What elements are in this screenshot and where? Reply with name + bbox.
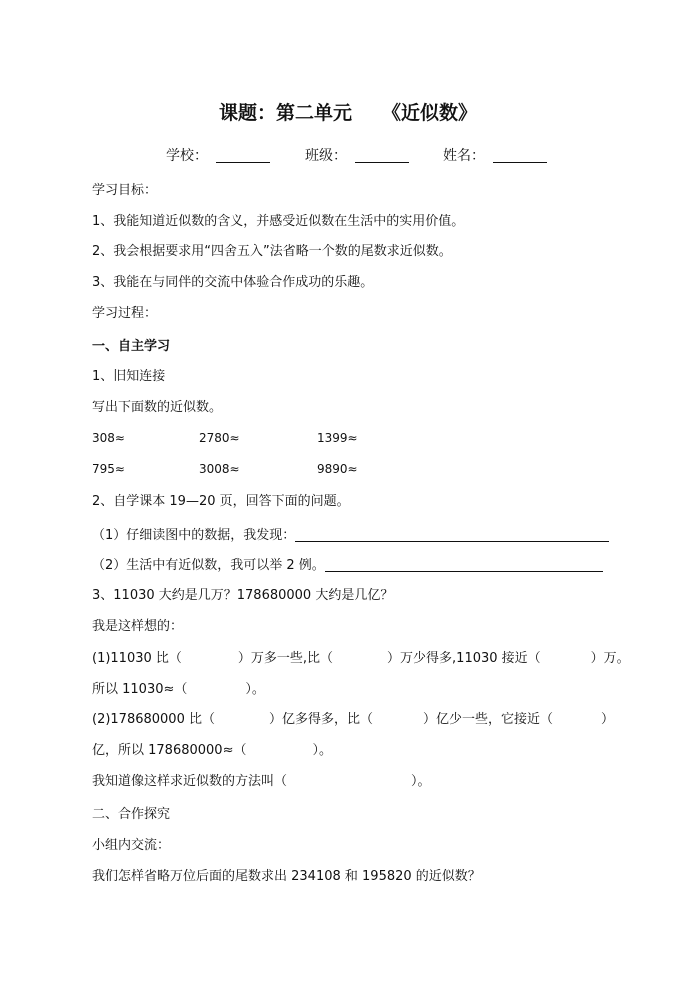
answer-line[interactable] (295, 527, 609, 542)
subsection-heading: 3、11030 大约是几万？178680000 大约是几亿？ (92, 588, 394, 603)
question-1 (92, 527, 609, 542)
school-label: 学校： (166, 148, 208, 164)
title-prefix: 课题：第二单元 (218, 102, 352, 124)
question-2 (92, 557, 603, 572)
question-1-text: （1）仔细读图中的数据，我发现： (92, 528, 296, 543)
name-field[interactable] (443, 148, 547, 163)
question-text: 我们怎样省略万位后面的尾数求出 234108 和 195820 的近似数？ (92, 869, 481, 884)
subsection-heading: 2、自学课本 19—20 页，回答下面的问题。 (92, 494, 350, 509)
class-label: 班级： (305, 148, 347, 164)
name-blank[interactable] (493, 148, 547, 163)
school-field[interactable] (166, 148, 270, 163)
class-field[interactable] (305, 148, 409, 163)
text-segment: ）万。 (590, 651, 630, 666)
goals-heading: 学习目标： (92, 183, 158, 198)
section2-heading: 二、合作探究 (92, 807, 171, 822)
text-segment: ）。 (411, 774, 431, 789)
class-blank[interactable] (355, 148, 409, 163)
reasoning-line (92, 683, 265, 696)
estimate-item: 2780≈ (199, 431, 240, 445)
estimate-item: 3008≈ (199, 462, 240, 476)
text-segment: ）万多一些,比（ (237, 651, 334, 666)
title-name: 《近似数》 (382, 102, 478, 124)
think-label: 我是这样想的： (92, 619, 184, 634)
group-label: 小组内交流： (92, 838, 171, 853)
process-heading: 学习过程： (92, 306, 158, 321)
text-segment: ）。 (312, 743, 332, 758)
text-segment: ） (601, 712, 615, 727)
text-segment: 我知道像这样求近似数的方法叫（ (92, 774, 288, 789)
method-line (92, 775, 431, 788)
reasoning-line (92, 713, 614, 726)
text-segment: 所以 11030≈（ (92, 682, 188, 697)
reasoning-line (92, 744, 332, 757)
page-title (0, 104, 696, 123)
goal-item: 3、我能在与同伴的交流中体验合作成功的乐趣。 (92, 275, 374, 290)
text-segment: 亿，所以 178680000≈（ (92, 743, 247, 758)
text-segment: ）万少得多,11030 接近（ (387, 651, 541, 666)
text-segment: ）。 (245, 682, 265, 697)
goal-item: 1、我能知道近似数的含义，并感受近似数在生活中的实用价值。 (92, 214, 465, 229)
reasoning-line (92, 652, 630, 665)
text-segment: ）亿少一些，它接近（ (423, 712, 554, 727)
answer-line[interactable] (325, 557, 603, 572)
text-segment: (1)11030 比（ (92, 651, 182, 666)
subsection-heading: 1、旧知连接 (92, 369, 166, 384)
question-2-text: （2）生活中有近似数，我可以举 2 例。 (92, 558, 325, 573)
estimate-item: 1399≈ (317, 431, 358, 445)
section1-heading: 一、自主学习 (92, 339, 171, 354)
school-blank[interactable] (216, 148, 270, 163)
text-segment: (2)178680000 比（ (92, 712, 215, 727)
estimate-item: 308≈ (92, 431, 125, 445)
goal-item: 2、我会根据要求用“四舍五入”法省略一个数的尾数求近似数。 (92, 244, 452, 259)
instruction-text: 写出下面数的近似数。 (92, 400, 223, 415)
name-label: 姓名： (443, 148, 485, 164)
estimate-item: 9890≈ (317, 462, 358, 476)
text-segment: ）亿多得多，比（ (269, 712, 374, 727)
estimate-item: 795≈ (92, 462, 125, 476)
